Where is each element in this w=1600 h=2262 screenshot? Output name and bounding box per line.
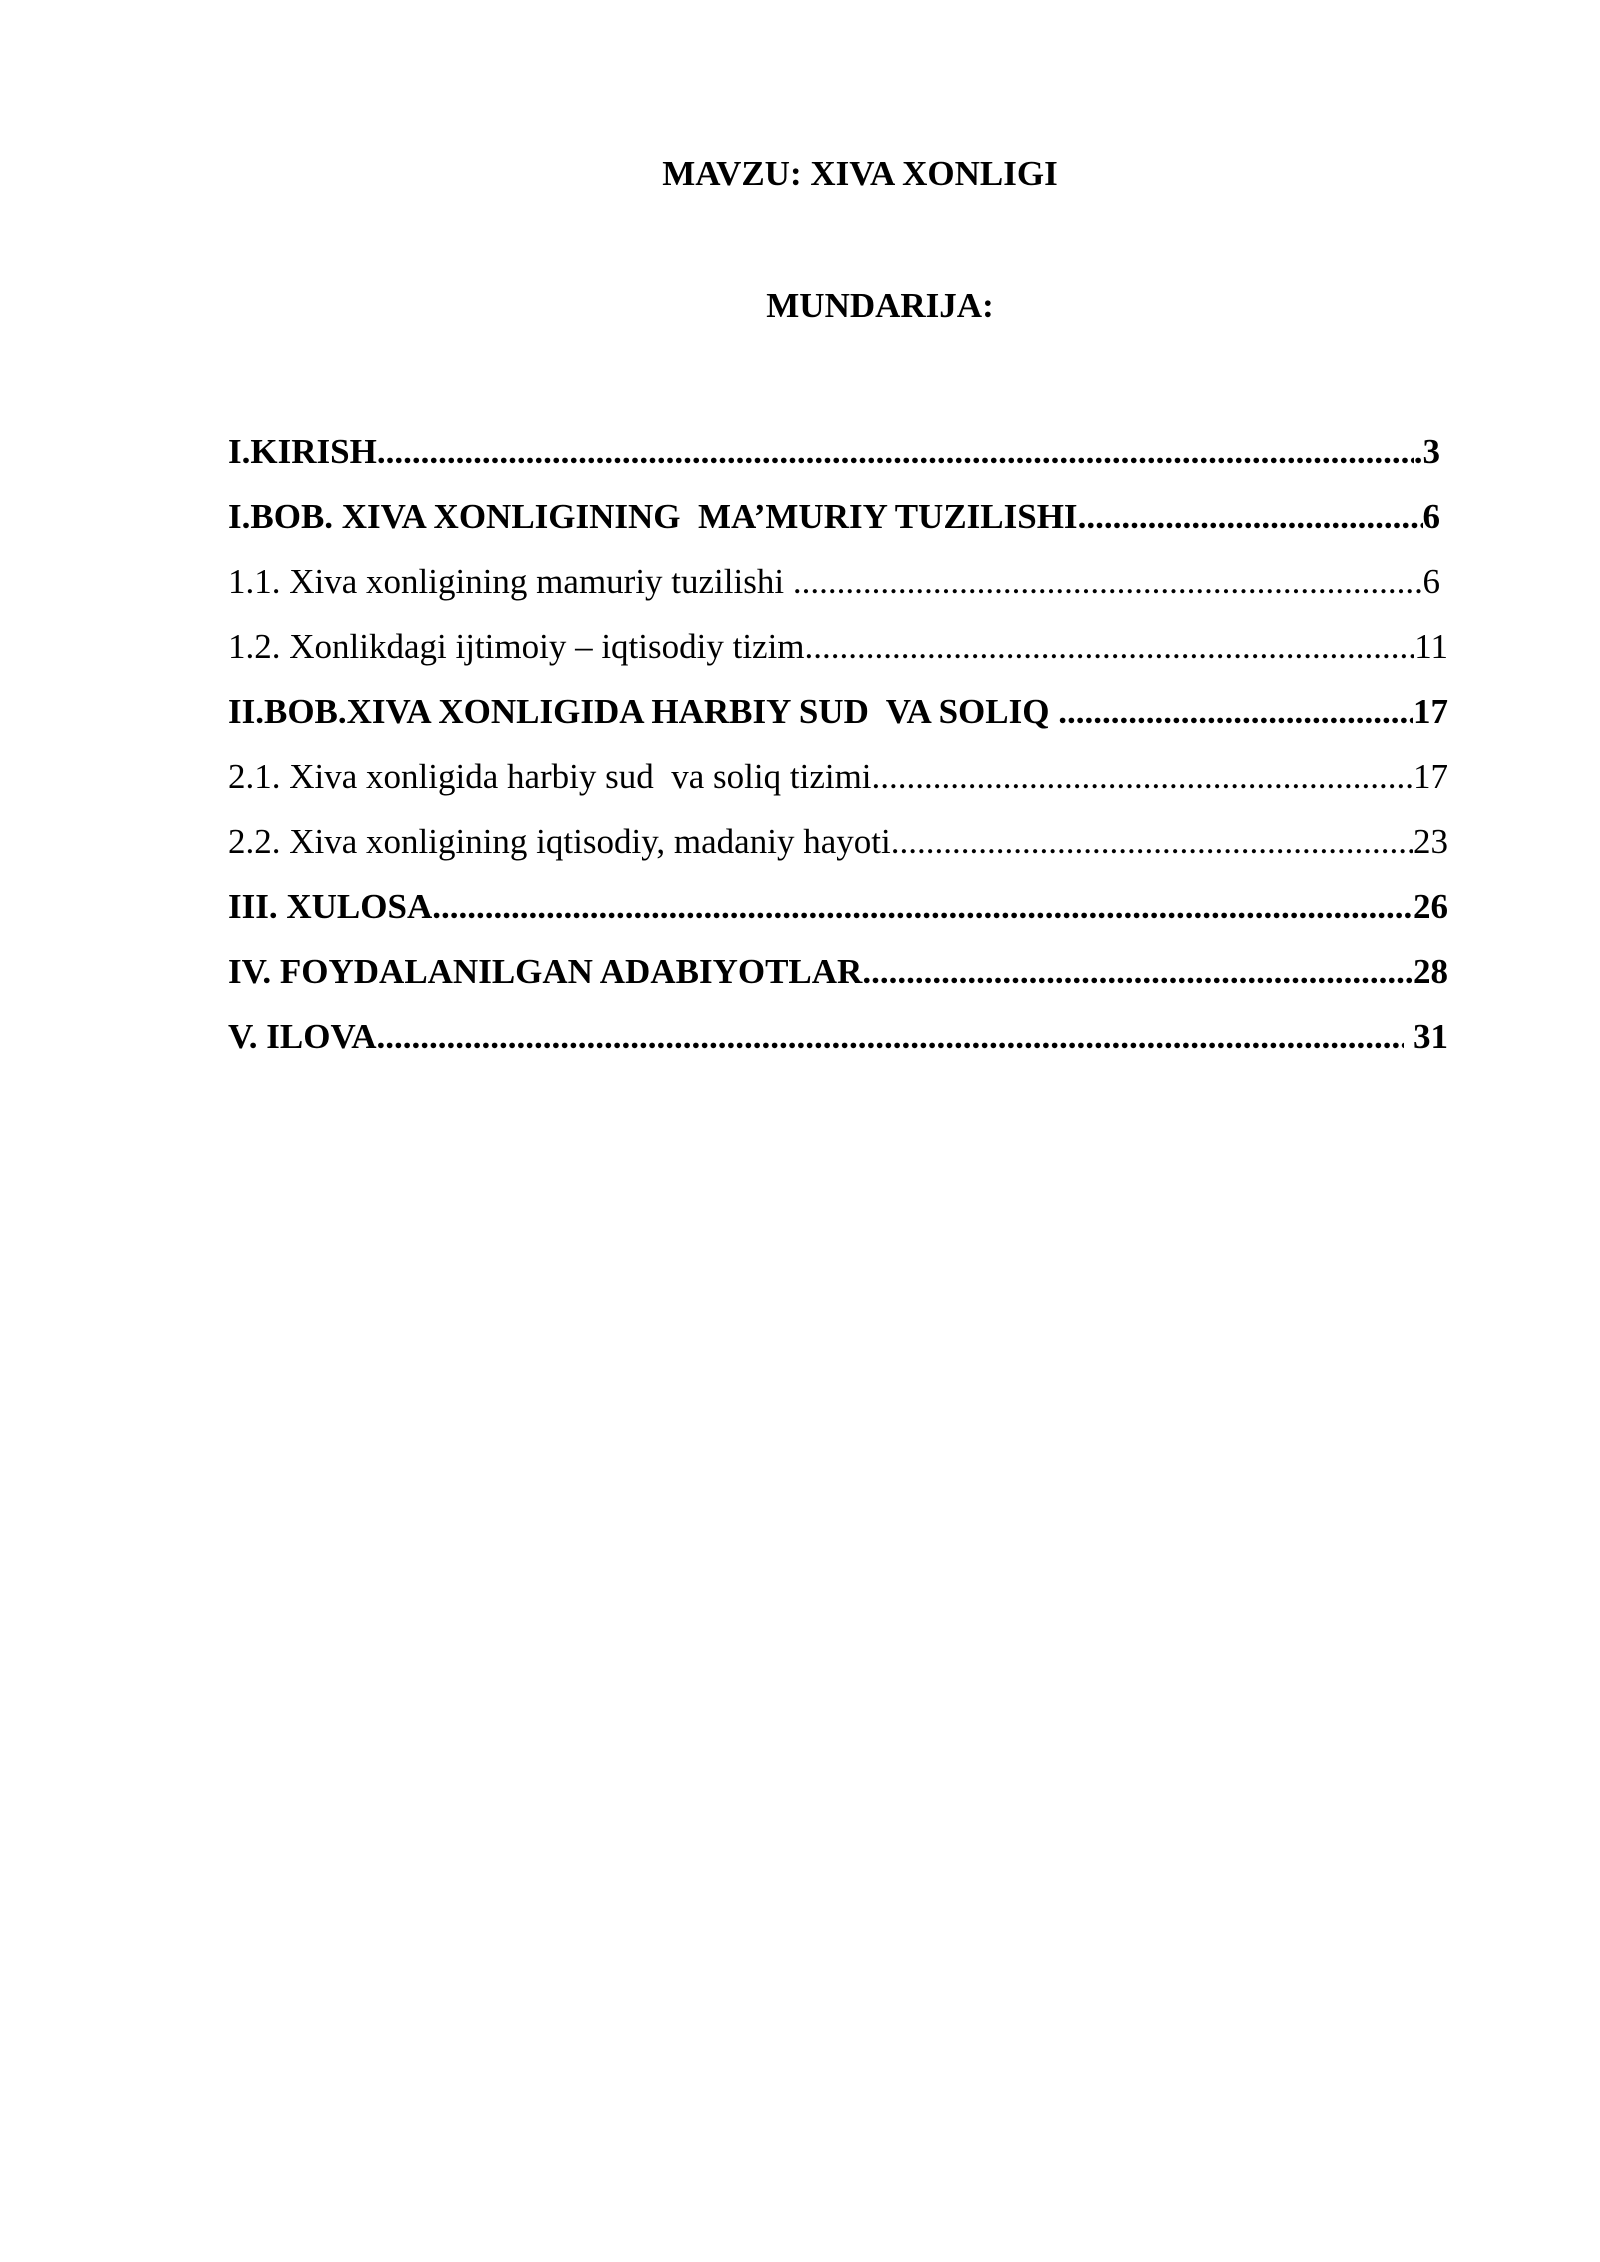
toc-entry-bob-2 [228, 692, 1448, 757]
toc-entry-page: 17 [1413, 692, 1448, 731]
toc-leader-dots [862, 952, 1413, 992]
toc-entry-label: III. XULOSA [228, 887, 433, 926]
toc-entry-label: I.KIRISH [228, 432, 377, 471]
toc-leader-dots [377, 1017, 1405, 1057]
toc-entry-label: 1.1. Xiva xonligining mamuriy tuzilishi [228, 562, 793, 601]
toc-entry-page: 23 [1413, 822, 1448, 861]
toc-leader-dots [432, 887, 1413, 927]
toc-entry-page: 31 [1404, 1017, 1448, 1056]
toc-entry-xulosa [228, 887, 1448, 952]
toc-entry-1-2 [228, 627, 1448, 692]
toc-entry-label: V. ILOVA [228, 1017, 377, 1056]
toc-entry-page: .3 [1413, 432, 1440, 471]
toc-entry-label: IV. FOYDALANILGAN ADABIYOTLAR [228, 952, 863, 991]
toc-leader-dots [891, 822, 1413, 862]
toc-entry-page: 6 [1422, 497, 1440, 536]
toc-entry-page: 6 [1422, 562, 1440, 601]
toc-entry-kirish [228, 432, 1440, 497]
toc-entry-1-1 [228, 562, 1440, 627]
toc-entry-label: II.BOB.XIVA XONLIGIDA HARBIY SUD VA SOLIQ [228, 692, 1059, 731]
toc-entry-2-1 [228, 757, 1448, 822]
toc-entry-bob-1 [228, 497, 1440, 562]
toc-entry-label: I.BOB. XIVA XONLIGINING MA’MURIY TUZILISHI [228, 497, 1078, 536]
toc-heading: MUNDARIJA: [766, 286, 994, 325]
toc-leader-dots [1058, 692, 1413, 732]
toc-entry-adabiyotlar [228, 952, 1448, 1017]
toc-leader-dots [872, 757, 1413, 797]
table-of-contents [228, 432, 1448, 1082]
toc-entry-page: 17 [1413, 757, 1448, 796]
toc-entry-page: 28 [1413, 952, 1448, 991]
toc-entry-ilova [228, 1017, 1448, 1082]
toc-entry-label: 1.2. Xonlikdagi ijtimoiy – iqtisodiy tizim [228, 627, 805, 666]
document-title: MAVZU: XIVA XONLIGI [662, 154, 1058, 193]
toc-leader-dots [1078, 497, 1423, 537]
toc-leader-dots [805, 627, 1415, 667]
toc-leader-dots [377, 432, 1414, 472]
toc-entry-label: 2.1. Xiva xonligida harbiy sud va soliq tizimi [228, 757, 872, 796]
toc-entry-label: 2.2. Xiva xonligining iqtisodiy, madaniy hayoti [228, 822, 891, 861]
toc-leader-dots [793, 562, 1423, 602]
toc-entry-2-2 [228, 822, 1448, 887]
toc-entry-page: 26 [1413, 887, 1448, 926]
toc-entry-page: 11 [1414, 627, 1448, 666]
